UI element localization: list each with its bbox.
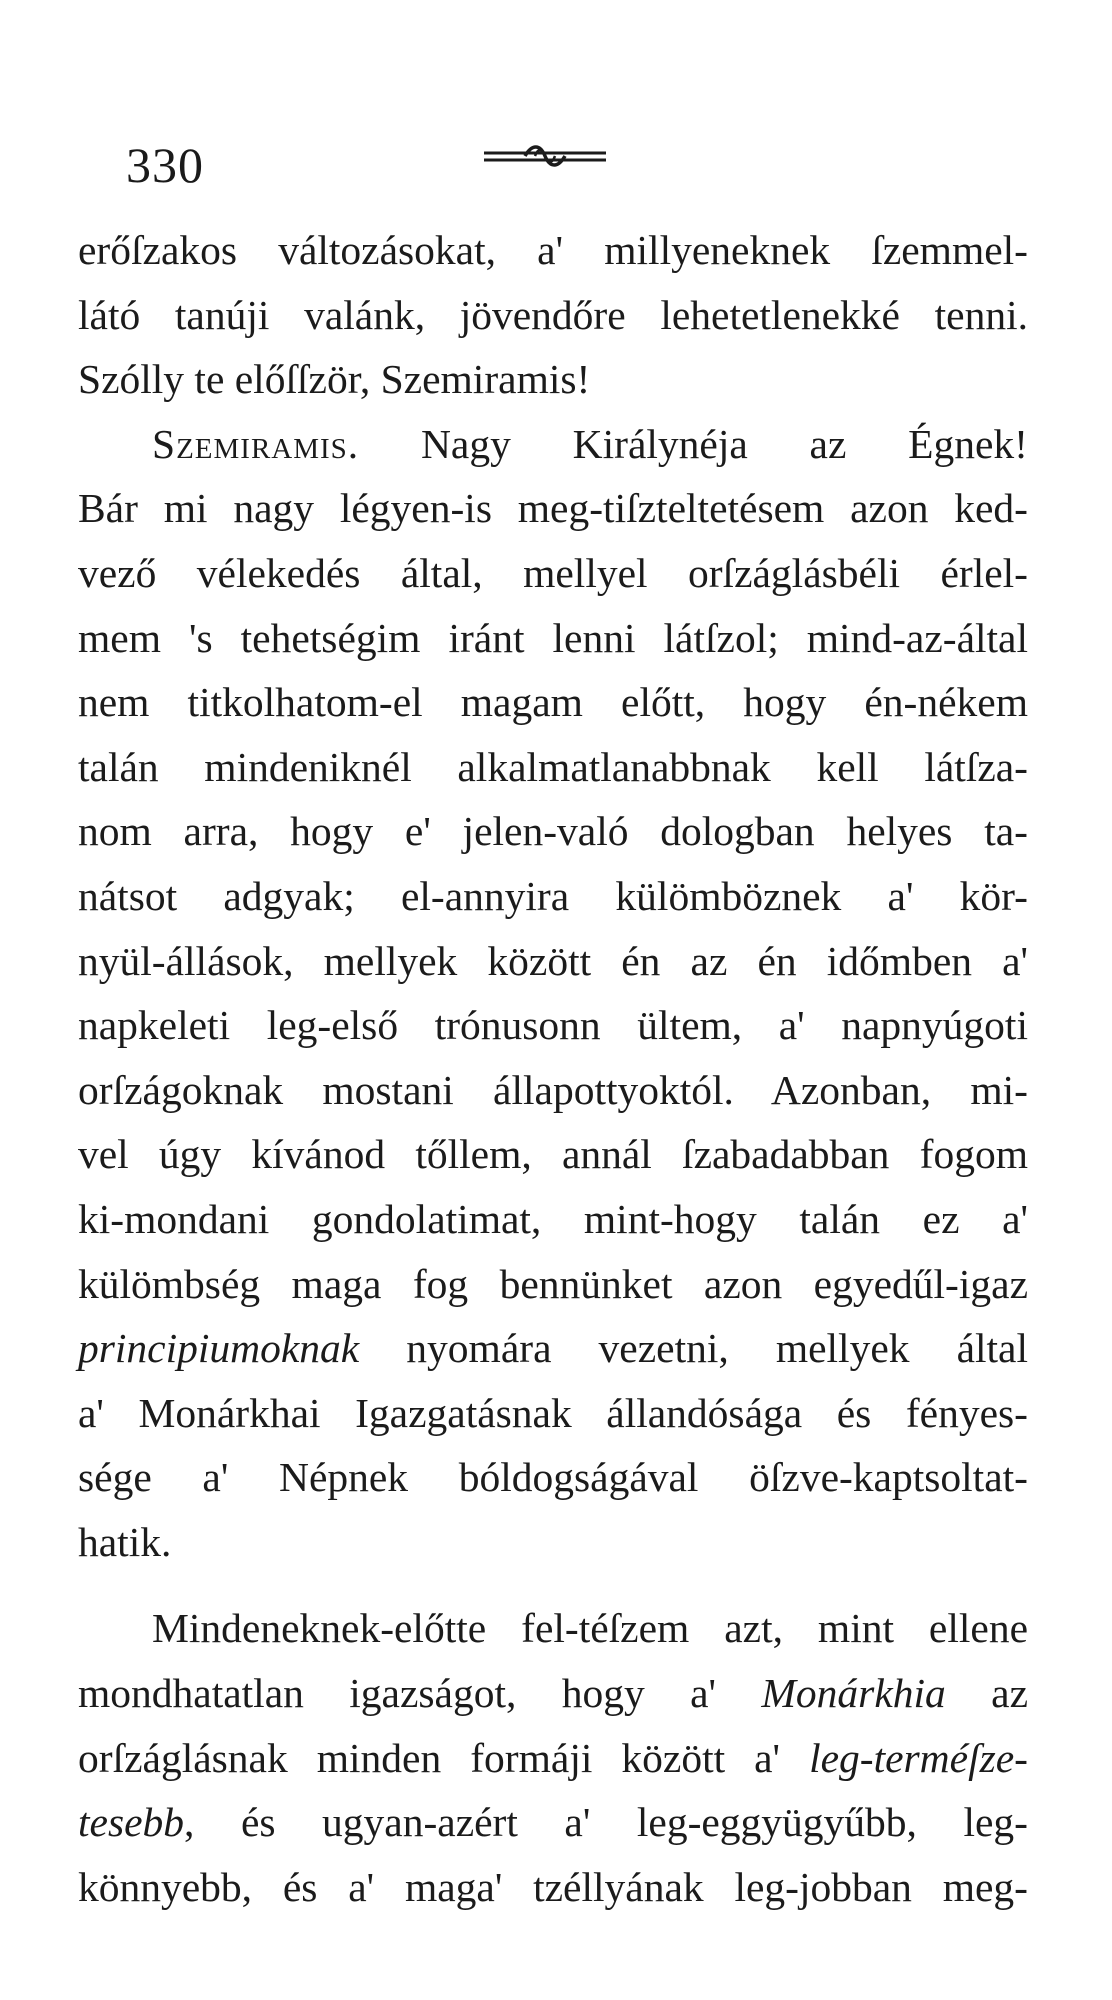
italic-term: tesebb — [78, 1799, 185, 1846]
page-number: 330 — [126, 137, 204, 193]
text-fragment: orſzáglásnak minden formáji között a' — [78, 1734, 810, 1781]
ornament-rule-icon — [480, 140, 610, 172]
text-line-with-italic — [78, 1726, 1028, 1791]
text-line: mem 's tehetségim iránt lenni látſzol; mind-az-által — [78, 614, 1028, 661]
text-fragment: az — [945, 1670, 1028, 1717]
text-fragment: Nagy Királynéja az Égnek! — [359, 420, 1028, 467]
text-fragment: nyomára vezetni, mellyek által — [359, 1325, 1028, 1372]
paragraph-gap — [78, 1574, 1028, 1596]
text-line-with-italic — [78, 1316, 1028, 1381]
text-line: könnyebb, és a' maga' tzéllyának leg-jobban meg- — [78, 1863, 1028, 1910]
text-line: vel úgy kívánod tőllem, annál ſzabadabban fogom — [78, 1131, 1028, 1178]
text-fragment: mondhatatlan igazságot, hogy a' — [78, 1670, 762, 1717]
text-line: nyül-állások, mellyek között én az én időmben a' — [78, 937, 1028, 984]
text-line: napkeleti leg-első trónusonn ültem, a' napnyúgoti — [78, 1002, 1028, 1049]
text-line: a' Monárkhai Igazgatásnak állandósága és fényes- — [78, 1389, 1028, 1436]
text-line: Mindeneknek-előtte fel-téſzem azt, mint ellene — [152, 1605, 1028, 1652]
text-line-with-italic — [78, 1790, 1028, 1855]
text-line: ki-mondani gondolatimat, mint-hogy talán ez a' — [78, 1195, 1028, 1242]
italic-term: principiumoknak — [78, 1325, 360, 1372]
text-line: orſzágoknak mostani állapottyoktól. Azonban, mi- — [78, 1066, 1028, 1113]
italic-term: Monárkhia — [761, 1670, 946, 1717]
text-line: nátsot adgyak; el-annyira külömböznek a' kör- — [78, 872, 1028, 919]
text-line: külömbség maga fog bennünket azon egyedűl-igaz — [78, 1260, 1028, 1307]
text-line-with-italic — [78, 1661, 1028, 1726]
text-line: Bár mi nagy légyen-is meg-tiſzteltetésem azon ked- — [78, 485, 1028, 532]
text-line: erőſzakos változásokat, a' millyeneknek ſzemmel- — [78, 227, 1028, 273]
italic-term: leg-terméſze- — [809, 1734, 1028, 1781]
speech-opening-line — [78, 412, 1028, 477]
speaker-name: Szemiramis. — [152, 420, 360, 467]
text-line: nom arra, hogy e' jelen-való dologban helyes ta- — [78, 808, 1028, 855]
text-line: talán mindeniknél alkalmatlanabbnak kell látſza- — [78, 743, 1028, 790]
text-fragment: , és ugyan-azért a' leg-eggyügyűbb, leg- — [184, 1799, 1028, 1846]
text-line: hatik. — [78, 1518, 172, 1565]
body-text — [78, 218, 1028, 1919]
text-line: nem titkolhatom-el magam előtt, hogy én-nékem — [78, 679, 1028, 726]
text-line: vező vélekedés által, mellyel orſzáglásbéli érlel- — [78, 549, 1028, 596]
text-line: látó tanúji valánk, jövendőre lehetetlenekké tenni. — [78, 291, 1028, 338]
text-line: Szólly te előſſzör, Szemiramis! — [78, 356, 591, 403]
text-line: sége a' Népnek bóldogságával öſzve-kaptsoltat- — [78, 1454, 1028, 1501]
